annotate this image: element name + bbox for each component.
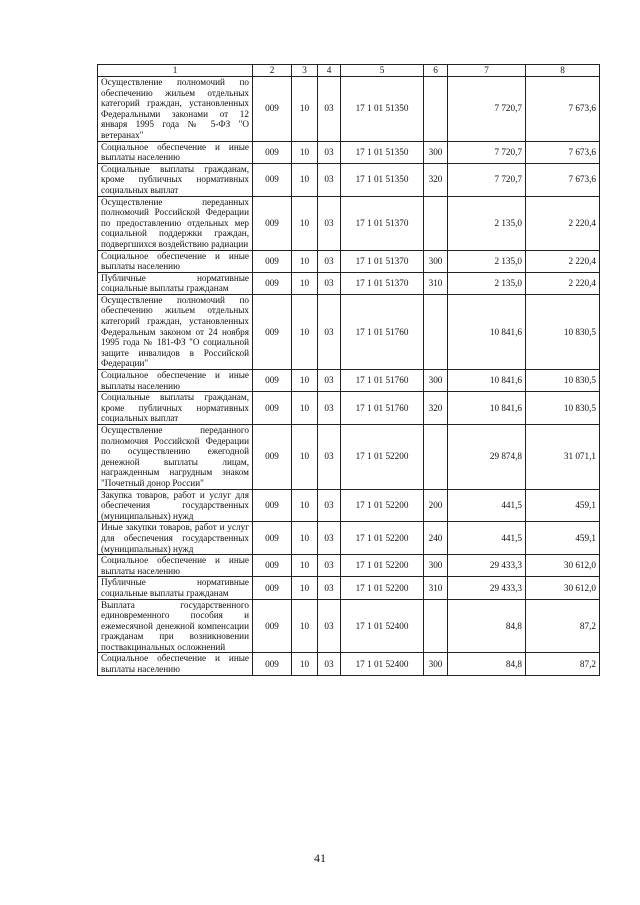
subsection-code-cell: 03: [318, 653, 341, 675]
amount-col7-cell: 84,8: [448, 653, 526, 675]
subsection-code-cell: 03: [318, 163, 341, 196]
ministry-code-cell: 009: [253, 522, 292, 555]
amount-col7-cell: 7 720,7: [448, 163, 526, 196]
subsection-code-cell: 03: [318, 250, 341, 272]
expense-type-code-cell: [424, 77, 448, 142]
target-item-code-cell: 17 1 01 52200: [341, 555, 424, 577]
item-name-cell: Социальные выплаты гражданам, кроме публичных нормативных социальных выплат: [98, 163, 253, 196]
subsection-code-cell: 03: [318, 577, 341, 599]
ministry-code-cell: 009: [253, 141, 292, 163]
column-header: 5: [341, 65, 424, 77]
item-name-cell: Осуществление полномочий по обеспечению жильем отдельных категорий граждан, установленных Федеральным законом от 24 ноября 1995 года № 181-ФЗ "О социальной защите инвалидов в Российской Федерации": [98, 294, 253, 369]
ministry-code-cell: 009: [253, 77, 292, 142]
expense-type-code-cell: 300: [424, 370, 448, 392]
table-row: [98, 489, 600, 522]
amount-col8-cell: 30 612,0: [526, 577, 600, 599]
amount-col8-cell: 7 673,6: [526, 163, 600, 196]
item-name-cell: Социальное обеспечение и иные выплаты населению: [98, 250, 253, 272]
amount-col8-cell: 459,1: [526, 489, 600, 522]
expense-type-code-cell: 300: [424, 653, 448, 675]
amount-col7-cell: 7 720,7: [448, 77, 526, 142]
target-item-code-cell: 17 1 01 51350: [341, 77, 424, 142]
table-row: [98, 141, 600, 163]
section-code-cell: 10: [292, 272, 318, 294]
table-row: [98, 392, 600, 425]
item-name-cell: Социальное обеспечение и иные выплаты населению: [98, 653, 253, 675]
target-item-code-cell: 17 1 01 52400: [341, 653, 424, 675]
item-name-cell: Выплата государственного единовременного пособия и ежемесячной денежной компенсации гражданам при возникновении поствакцинальных осложнений: [98, 599, 253, 653]
expense-type-code-cell: 300: [424, 555, 448, 577]
expense-type-code-cell: [424, 599, 448, 653]
amount-col7-cell: 2 135,0: [448, 250, 526, 272]
target-item-code-cell: 17 1 01 52400: [341, 599, 424, 653]
amount-col7-cell: 2 135,0: [448, 196, 526, 250]
expense-type-code-cell: [424, 425, 448, 490]
column-header: 3: [292, 65, 318, 77]
column-header: 6: [424, 65, 448, 77]
section-code-cell: 10: [292, 250, 318, 272]
item-name-cell: Социальное обеспечение и иные выплаты населению: [98, 370, 253, 392]
expense-type-code-cell: 320: [424, 163, 448, 196]
section-code-cell: 10: [292, 163, 318, 196]
item-name-cell: Социальное обеспечение и иные выплаты населению: [98, 141, 253, 163]
target-item-code-cell: 17 1 01 51370: [341, 196, 424, 250]
expense-type-code-cell: 310: [424, 272, 448, 294]
target-item-code-cell: 17 1 01 52200: [341, 522, 424, 555]
amount-col7-cell: 7 720,7: [448, 141, 526, 163]
section-code-cell: 10: [292, 141, 318, 163]
column-header: 7: [448, 65, 526, 77]
section-code-cell: 10: [292, 370, 318, 392]
target-item-code-cell: 17 1 01 51370: [341, 250, 424, 272]
section-code-cell: 10: [292, 522, 318, 555]
amount-col8-cell: 87,2: [526, 599, 600, 653]
expense-type-code-cell: [424, 294, 448, 369]
subsection-code-cell: 03: [318, 392, 341, 425]
amount-col8-cell: 459,1: [526, 522, 600, 555]
column-header: 2: [253, 65, 292, 77]
expense-type-code-cell: [424, 196, 448, 250]
section-code-cell: 10: [292, 653, 318, 675]
column-header: 1: [98, 65, 253, 77]
amount-col7-cell: 441,5: [448, 489, 526, 522]
expense-type-code-cell: 240: [424, 522, 448, 555]
ministry-code-cell: 009: [253, 370, 292, 392]
subsection-code-cell: 03: [318, 77, 341, 142]
section-code-cell: 10: [292, 294, 318, 369]
table-row: [98, 425, 600, 490]
section-code-cell: 10: [292, 489, 318, 522]
subsection-code-cell: 03: [318, 522, 341, 555]
item-name-cell: Осуществление полномочий по обеспечению жильем отдельных категорий граждан, установленных Федеральными законами от 12 января 1995 года № 5-ФЗ "О ветеранах": [98, 77, 253, 142]
amount-col8-cell: 31 071,1: [526, 425, 600, 490]
amount-col8-cell: 10 830,5: [526, 370, 600, 392]
amount-col7-cell: 29 874,8: [448, 425, 526, 490]
header-row: [98, 65, 600, 77]
table-row: [98, 599, 600, 653]
item-name-cell: Публичные нормативные социальные выплаты гражданам: [98, 272, 253, 294]
target-item-code-cell: 17 1 01 51760: [341, 294, 424, 369]
ministry-code-cell: 009: [253, 392, 292, 425]
section-code-cell: 10: [292, 577, 318, 599]
column-header: 8: [526, 65, 600, 77]
amount-col7-cell: 29 433,3: [448, 577, 526, 599]
amount-col7-cell: 10 841,6: [448, 392, 526, 425]
ministry-code-cell: 009: [253, 294, 292, 369]
table-row: [98, 163, 600, 196]
item-name-cell: Закупка товаров, работ и услуг для обеспечения государственных (муниципальных) нужд: [98, 489, 253, 522]
ministry-code-cell: 009: [253, 577, 292, 599]
amount-col7-cell: 10 841,6: [448, 370, 526, 392]
target-item-code-cell: 17 1 01 51350: [341, 163, 424, 196]
target-item-code-cell: 17 1 01 51370: [341, 272, 424, 294]
amount-col7-cell: 29 433,3: [448, 555, 526, 577]
amount-col7-cell: 10 841,6: [448, 294, 526, 369]
item-name-cell: Осуществление переданных полномочий Российской Федерации по предоставлению отдельных мер социальной поддержки граждан, подвергшихся воздействию радиации: [98, 196, 253, 250]
section-code-cell: 10: [292, 392, 318, 425]
target-item-code-cell: 17 1 01 52200: [341, 577, 424, 599]
ministry-code-cell: 009: [253, 555, 292, 577]
subsection-code-cell: 03: [318, 425, 341, 490]
item-name-cell: Иные закупки товаров, работ и услуг для обеспечения государственных (муниципальных) нужд: [98, 522, 253, 555]
amount-col8-cell: 7 673,6: [526, 77, 600, 142]
subsection-code-cell: 03: [318, 141, 341, 163]
subsection-code-cell: 03: [318, 272, 341, 294]
target-item-code-cell: 17 1 01 52200: [341, 425, 424, 490]
table-row: [98, 577, 600, 599]
ministry-code-cell: 009: [253, 489, 292, 522]
table-row: [98, 77, 600, 142]
column-header: 4: [318, 65, 341, 77]
amount-col8-cell: 2 220,4: [526, 272, 600, 294]
subsection-code-cell: 03: [318, 489, 341, 522]
expense-type-code-cell: 300: [424, 250, 448, 272]
page-number: 41: [314, 851, 326, 865]
table-row: [98, 250, 600, 272]
table-row: [98, 522, 600, 555]
amount-col8-cell: 10 830,5: [526, 294, 600, 369]
item-name-cell: Социальное обеспечение и иные выплаты населению: [98, 555, 253, 577]
subsection-code-cell: 03: [318, 294, 341, 369]
table-row: [98, 196, 600, 250]
amount-col7-cell: 441,5: [448, 522, 526, 555]
table-row: [98, 370, 600, 392]
subsection-code-cell: 03: [318, 599, 341, 653]
ministry-code-cell: 009: [253, 425, 292, 490]
expense-type-code-cell: 200: [424, 489, 448, 522]
amount-col7-cell: 2 135,0: [448, 272, 526, 294]
expense-type-code-cell: 320: [424, 392, 448, 425]
item-name-cell: Осуществление переданного полномочия Российской Федерации по осуществлению ежегодной денежной выплаты лицам, награжденным нагрудным знаком "Почетный донор России": [98, 425, 253, 490]
ministry-code-cell: 009: [253, 250, 292, 272]
amount-col8-cell: 2 220,4: [526, 250, 600, 272]
table-row: [98, 555, 600, 577]
table-row: [98, 653, 600, 675]
table-row: [98, 294, 600, 369]
amount-col8-cell: 7 673,6: [526, 141, 600, 163]
ministry-code-cell: 009: [253, 163, 292, 196]
section-code-cell: 10: [292, 425, 318, 490]
amount-col8-cell: 30 612,0: [526, 555, 600, 577]
subsection-code-cell: 03: [318, 555, 341, 577]
table-row: [98, 272, 600, 294]
ministry-code-cell: 009: [253, 599, 292, 653]
amount-col8-cell: 2 220,4: [526, 196, 600, 250]
item-name-cell: Публичные нормативные социальные выплаты гражданам: [98, 577, 253, 599]
target-item-code-cell: 17 1 01 51760: [341, 392, 424, 425]
subsection-code-cell: 03: [318, 370, 341, 392]
amount-col7-cell: 84,8: [448, 599, 526, 653]
target-item-code-cell: 17 1 01 51760: [341, 370, 424, 392]
item-name-cell: Социальные выплаты гражданам, кроме публичных нормативных социальных выплат: [98, 392, 253, 425]
ministry-code-cell: 009: [253, 653, 292, 675]
subsection-code-cell: 03: [318, 196, 341, 250]
section-code-cell: 10: [292, 599, 318, 653]
ministry-code-cell: 009: [253, 196, 292, 250]
amount-col8-cell: 10 830,5: [526, 392, 600, 425]
section-code-cell: 10: [292, 196, 318, 250]
section-code-cell: 10: [292, 77, 318, 142]
target-item-code-cell: 17 1 01 52200: [341, 489, 424, 522]
expense-type-code-cell: 300: [424, 141, 448, 163]
ministry-code-cell: 009: [253, 272, 292, 294]
amount-col8-cell: 87,2: [526, 653, 600, 675]
section-code-cell: 10: [292, 555, 318, 577]
expense-type-code-cell: 310: [424, 577, 448, 599]
budget-table: [97, 64, 600, 676]
target-item-code-cell: 17 1 01 51350: [341, 141, 424, 163]
